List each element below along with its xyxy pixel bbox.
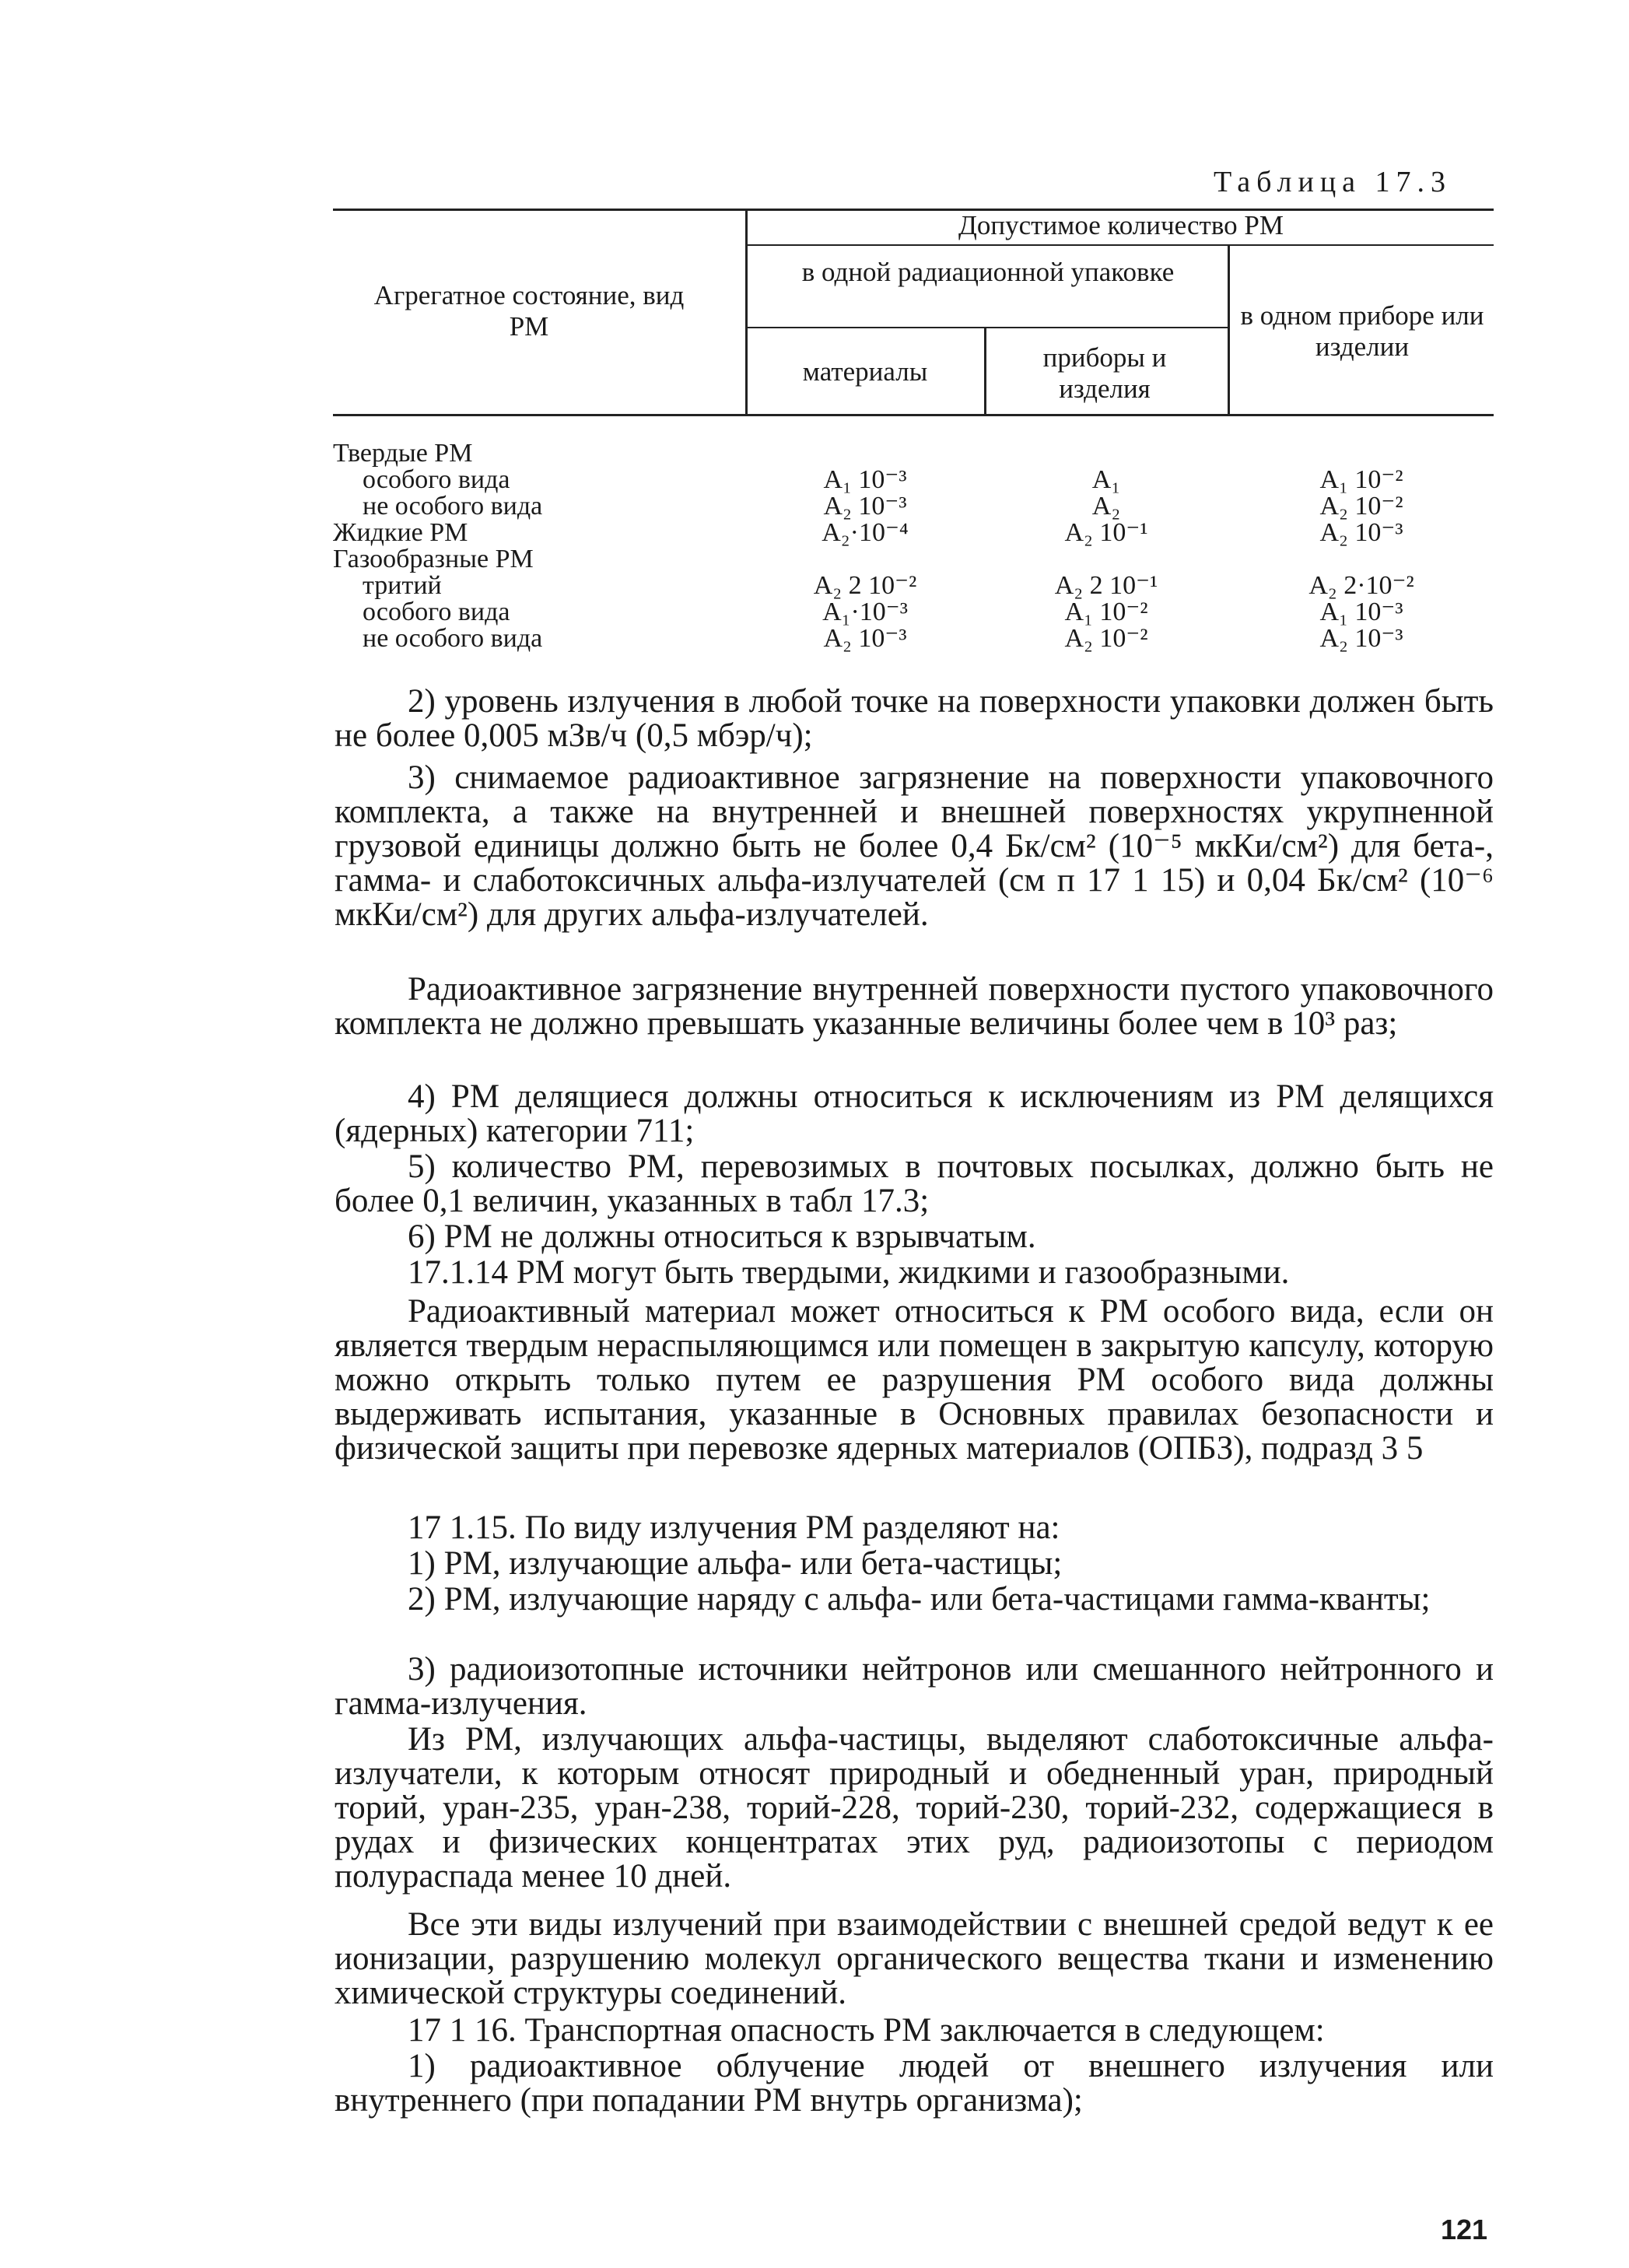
row-label: Газообразные РМ (333, 545, 534, 573)
page-number: 121 (1441, 2214, 1488, 2245)
header-col-materials: материалы (802, 356, 928, 387)
cell-materials: A₁ 10⁻³ (823, 465, 907, 494)
body-paragraph: 17.1.14 РМ могут быть твердыми, жидкими и газообразными. (408, 1254, 1290, 1291)
header-bottom-rule (333, 414, 1494, 416)
cell-one-device: A₂ 2·10⁻² (1308, 571, 1414, 600)
subcol-rule (747, 327, 1229, 328)
cell-materials: A₂·10⁻⁴ (822, 518, 909, 547)
subgroup-rule (747, 244, 1494, 246)
body-paragraph: 6) РМ не должны относиться к взрывчатым. (408, 1218, 1036, 1255)
cell-materials: A₂ 10⁻³ (823, 492, 907, 521)
row-label: Жидкие РМ (333, 518, 468, 547)
row-label: не особого вида (363, 492, 543, 521)
body-paragraph: 1) РМ, излучающие альфа- или бета-частицы; (408, 1545, 1063, 1582)
cell-devices: A₂ 10⁻¹ (1064, 518, 1148, 547)
row-label: Твердые РМ (333, 439, 473, 468)
header-col-one-device: в одном приборе или изделии (1240, 300, 1484, 362)
col-divider-1 (745, 209, 748, 414)
header-col-state: Агрегатное состояние, вид РМ (373, 280, 685, 342)
cell-one-device: A₂ 10⁻³ (1319, 518, 1403, 547)
header-col-devices: приборы и изделия (1042, 342, 1167, 404)
body-paragraph: Все эти виды излучений при взаимодействии с внешней средой ведут к ее ионизации, разрушению молекул органического вещества ткани и изменению химической структуры соединений. (335, 1906, 1494, 2011)
body-paragraph: Радиоактивный материал может относиться к РМ особого вида, если он является твердым нераспыляющимся или помещен в закрытую капсулу, которую можно открыть только путем ее разрушения РМ особого вида должны выдерживать испытания, указанные в Основных правилах безопасности и физической защиты при перевозке ядерных материалов (ОПБЗ), подразд 3 5 (335, 1293, 1494, 1467)
body-paragraph: Из РМ, излучающих альфа-частицы, выделяют слаботоксичные альфа-излучатели, к которым относят природный и обедненный уран, природный торий, уран-235, уран-238, торий-228, торий-230, торий-232, содержащиеся в рудах и физических концентратах этих руд, радиоизотопы с периодом полураспада менее 10 дней. (335, 1721, 1494, 1895)
row-label: тритий (363, 571, 442, 600)
cell-devices: A₂ (1091, 492, 1121, 521)
body-paragraph: Радиоактивное загрязнение внутренней поверхности пустого упаковочного комплекта не должно превышать указанные величины более чем в 10³ раз; (335, 971, 1494, 1042)
cell-one-device: A₂ 10⁻³ (1319, 624, 1403, 653)
header-subgroup-package: в одной радиационной упаковке (801, 257, 1175, 287)
cell-materials: A₂ 10⁻³ (823, 624, 907, 653)
body-paragraph: 1) радиоактивное облучение людей от внешнего излучения или внутреннего (при попадании РМ внутрь организма); (335, 2048, 1494, 2119)
body-paragraph: 17 1 16. Транспортная опасность РМ заключается в следующем: (408, 2012, 1325, 2049)
body-paragraph: 5) количество РМ, перевозимых в почтовых посылках, должно быть не более 0,1 величин, указанных в табл 17.3; (335, 1148, 1494, 1219)
cell-devices: A₂ 10⁻² (1064, 624, 1148, 653)
col-divider-2 (984, 327, 986, 414)
body-paragraph: 3) радиоизотопные источники нейтронов или смешанного нейтронного и гамма-излучения. (335, 1651, 1494, 1722)
cell-devices: A₂ 2 10⁻¹ (1054, 571, 1158, 600)
cell-materials: A₁·10⁻³ (822, 598, 908, 626)
body-paragraph: 2) РМ, излучающие наряду с альфа- или бета-частицами гамма-кванты; (408, 1581, 1431, 1618)
cell-one-device: A₁ 10⁻² (1319, 465, 1403, 494)
body-paragraph: 4) РМ делящиеся должны относиться к исключениям из РМ делящихся (ядерных) категории 711; (335, 1078, 1494, 1149)
row-label: особого вида (363, 598, 510, 626)
cell-devices: A₁ 10⁻² (1064, 598, 1148, 626)
body-paragraph: 3) снимаемое радиоактивное загрязнение на поверхности упаковочного комплекта, а также на внутренней и внешней поверхностях укрупненной грузовой единицы должно быть не более 0,4 Бк/см² (10⁻⁵ мкКи/см²) для бета-, гамма- и слаботоксичных альфа-излучателей (см п 17 1 15) и 0,04 Бк/см² (10⁻⁶ мкКи/см²) для других альфа-излучателей. (335, 759, 1494, 933)
col-divider-3 (1228, 244, 1230, 414)
cell-one-device: A₁ 10⁻³ (1319, 598, 1403, 626)
cell-devices: A₁ (1091, 465, 1121, 494)
body-paragraph: 17 1.15. По виду излучения РМ разделяют на: (408, 1509, 1060, 1546)
row-label: особого вида (363, 465, 510, 494)
body-paragraph: 2) уровень излучения в любой точке на поверхности упаковки должен быть не более 0,005 мЗв/ч (0,5 мбэр/ч); (335, 683, 1494, 754)
table-caption: Таблица 17.3 (1214, 166, 1452, 198)
header-group-allowed: Допустимое количество РМ (958, 210, 1284, 240)
cell-materials: A₂ 2 10⁻² (813, 571, 917, 600)
cell-one-device: A₂ 10⁻² (1319, 492, 1403, 521)
row-label: не особого вида (363, 624, 543, 653)
